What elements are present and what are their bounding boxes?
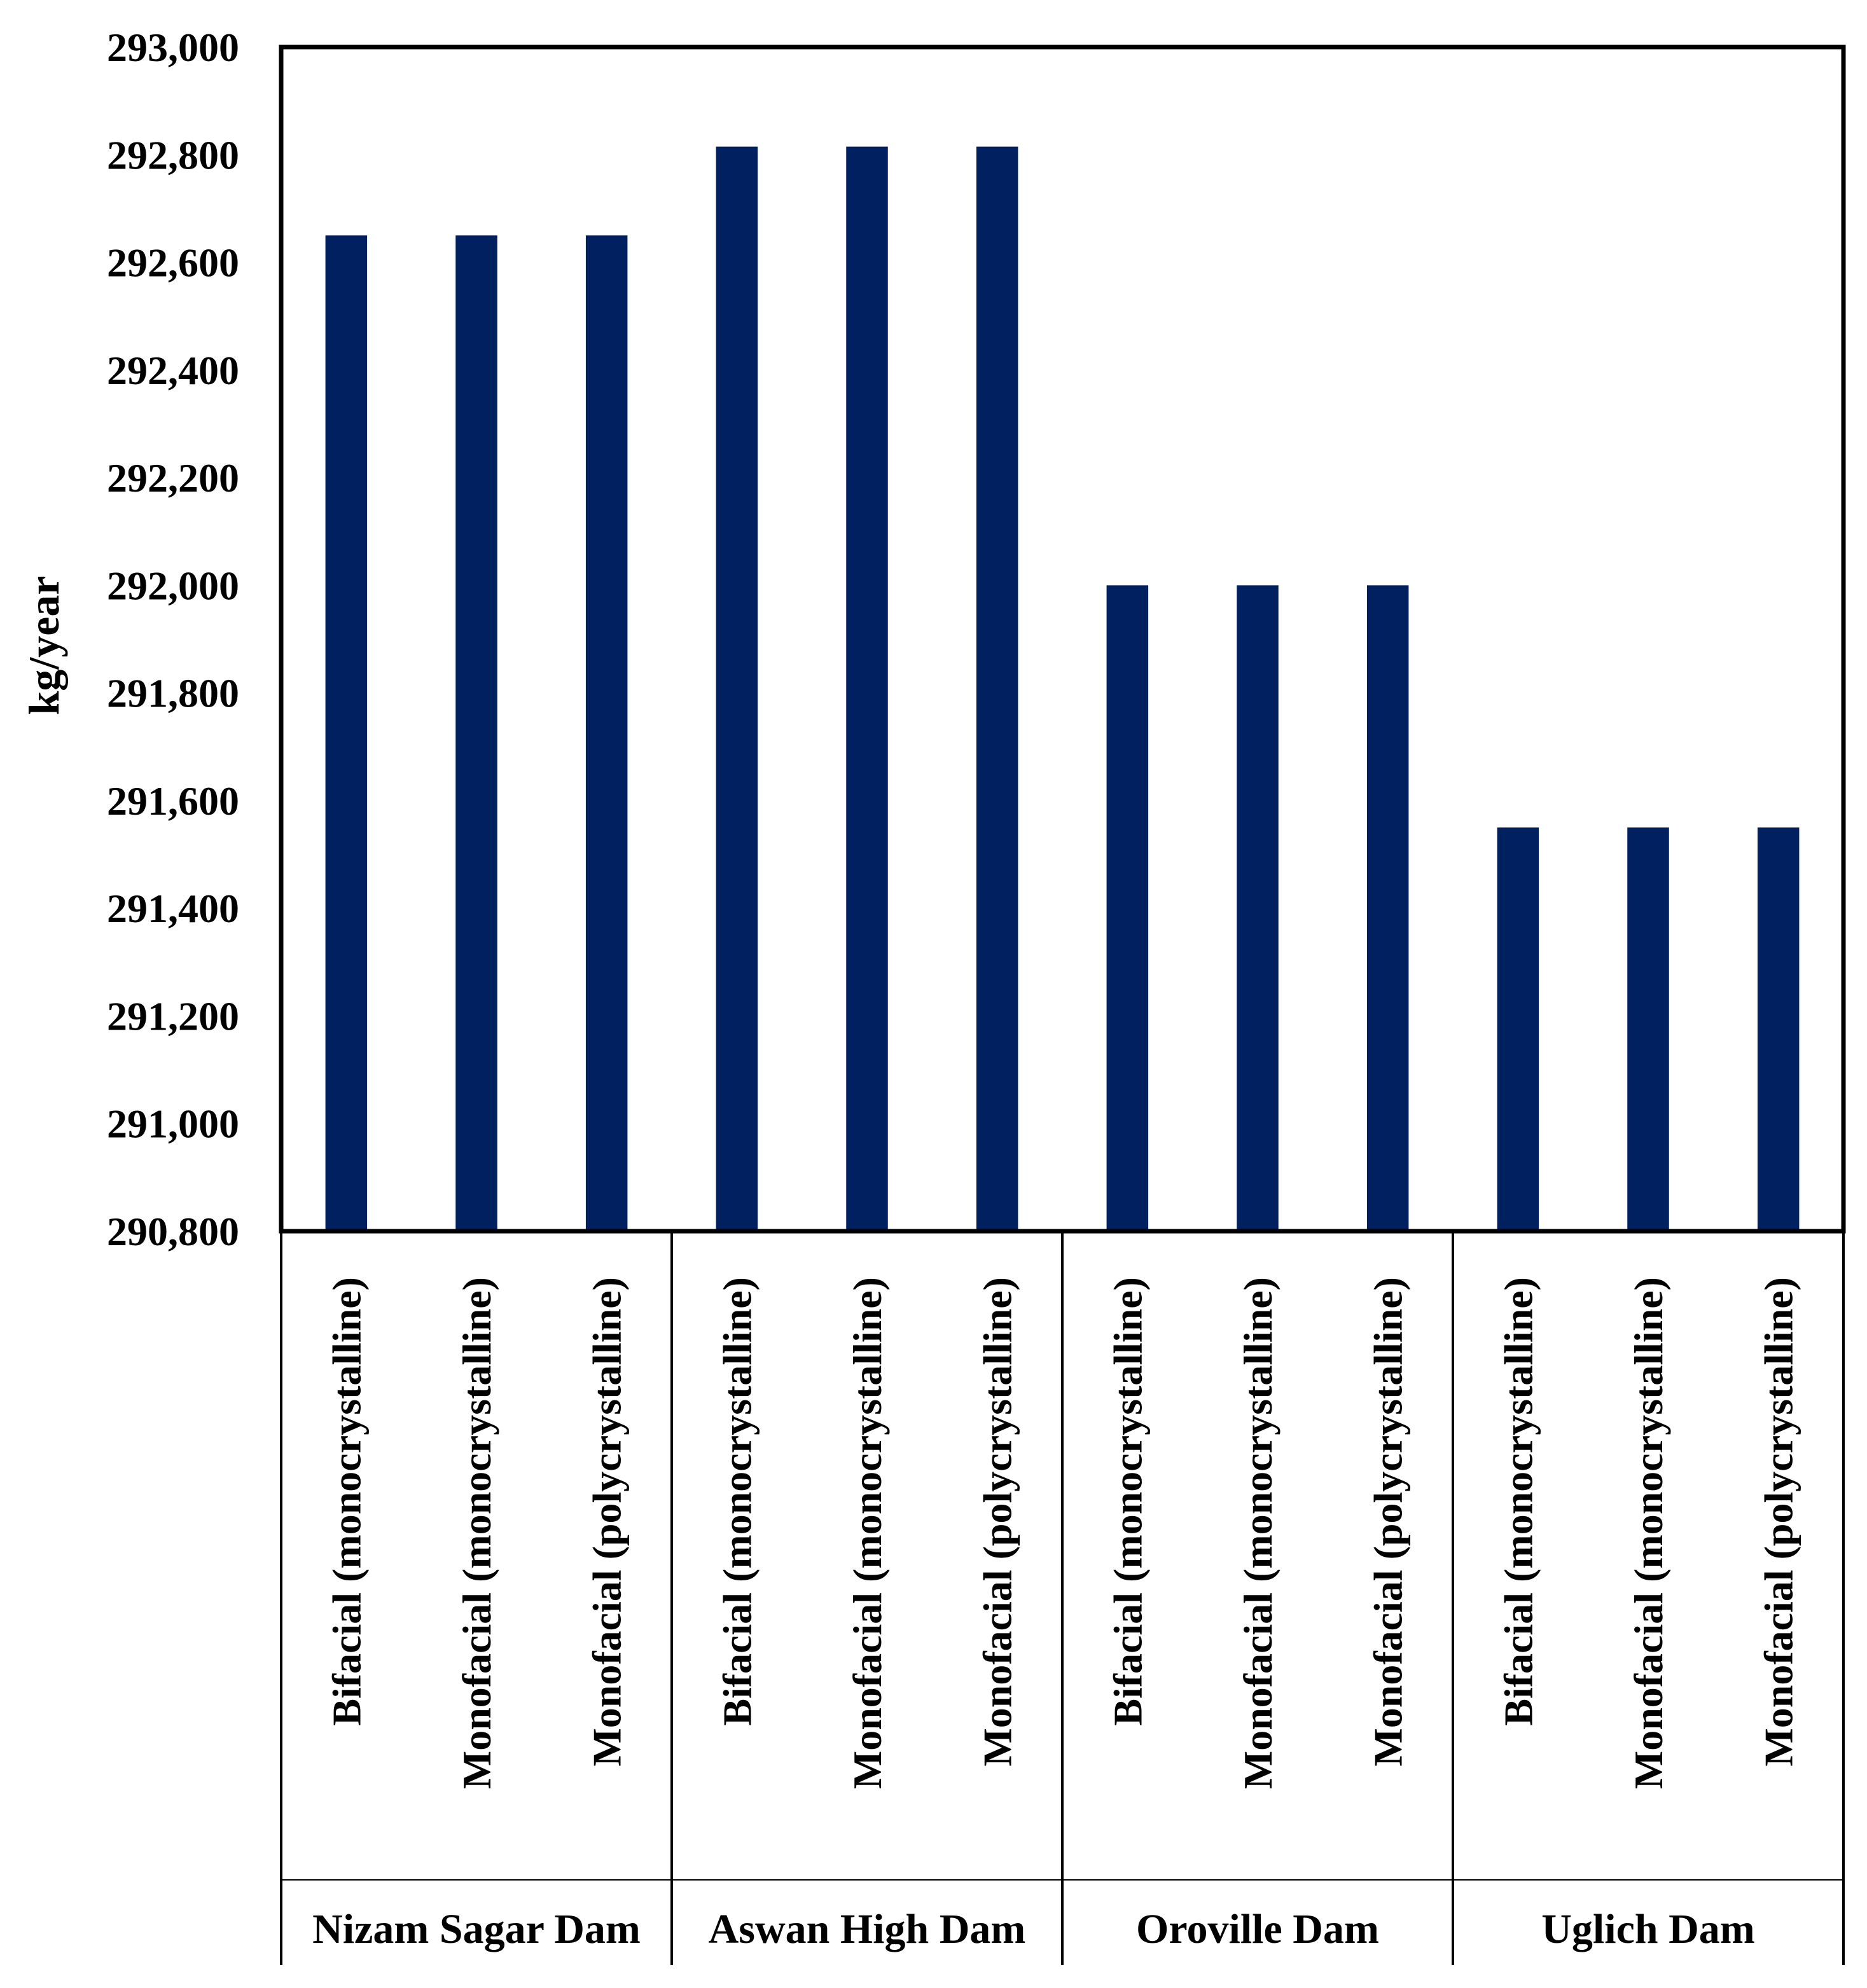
y-tick-label: 291,600 [107,778,239,824]
bar-1-3 [586,235,627,1231]
x-category-label: Monofacial (polycrystalline) [975,1277,1020,1767]
x-category-label: Bifacial (monocrystalline) [324,1277,370,1726]
bar-4-1 [1497,827,1539,1231]
x-category-label: Monofacial (monocrystalline) [454,1277,499,1790]
x-category-label: Monofacial (monocrystalline) [1235,1277,1281,1790]
x-category-label: Monofacial (polycrystalline) [1365,1277,1411,1767]
y-tick-label: 291,400 [107,886,239,932]
bar-2-2 [846,147,887,1231]
group-label: Aswan High Dam [708,1906,1026,1952]
bars-layer [326,147,1800,1231]
group-label: Uglich Dam [1541,1906,1755,1952]
bar-4-2 [1627,827,1669,1231]
y-tick-label: 293,000 [107,25,239,70]
y-tick-label: 291,000 [107,1101,239,1147]
y-tick-label: 292,400 [107,347,239,393]
group-label: Nizam Sagar Dam [312,1906,641,1952]
y-tick-label: 290,800 [107,1209,239,1254]
x-category-label: Bifacial (monocrystalline) [1105,1277,1151,1726]
x-category-label: Monofacial (monocrystalline) [1626,1277,1671,1790]
y-tick-label: 292,200 [107,455,239,501]
bar-3-2 [1237,585,1278,1231]
y-tick-label: 291,200 [107,993,239,1039]
axes-layer [281,47,1843,1965]
x-category-label: Monofacial (polycrystalline) [584,1277,630,1767]
bar-1-2 [455,235,497,1231]
y-tick-label: 292,600 [107,240,239,286]
bar-3-1 [1107,585,1148,1231]
x-category-label: Monofacial (polycrystalline) [1756,1277,1801,1767]
plot-frame [281,47,1843,1231]
bar-4-3 [1758,827,1799,1231]
y-tick-labels [107,25,239,1254]
y-axis-label: kg/year [20,576,68,715]
x-category-label: Monofacial (monocrystalline) [845,1277,890,1790]
group-label: Oroville Dam [1136,1906,1379,1952]
bar-2-1 [716,147,758,1231]
y-tick-label: 292,000 [107,563,239,609]
bar-1-1 [326,235,367,1231]
group-labels [312,1906,1755,1952]
x-category-label: Bifacial (monocrystalline) [1496,1277,1541,1726]
bar-2-3 [976,147,1018,1231]
bar-3-3 [1367,585,1408,1231]
x-category-label: Bifacial (monocrystalline) [714,1277,760,1726]
y-tick-label: 291,800 [107,670,239,716]
y-tick-label: 292,800 [107,132,239,178]
